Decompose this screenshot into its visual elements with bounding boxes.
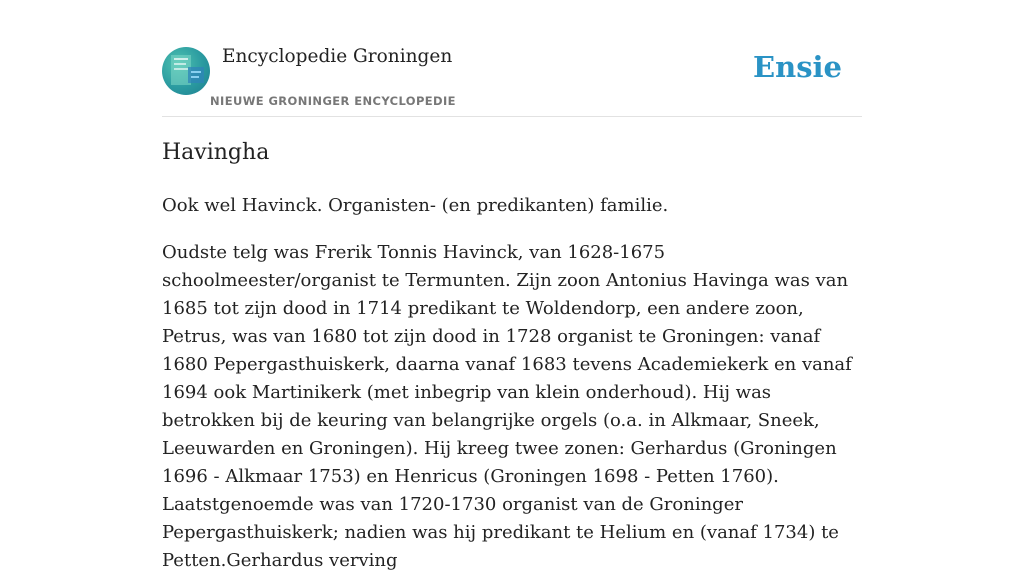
article-title: Havingha bbox=[162, 140, 270, 165]
page-container bbox=[162, 0, 862, 571]
site-title[interactable]: Encyclopedie Groningen bbox=[222, 46, 453, 67]
article-paragraph-body: Oudste telg was Frerik Tonnis Havinck, van 1628-1675 schoolmeester/organist te Termunten. Zijn zoon Antonius Havinga was van 1685 tot zijn dood in 1714 predikant te Woldendorp, een andere zoon, Petrus, was van 1680 tot zijn dood in 1728 organist te Groningen: vanaf 1680 Pepergasthuiskerk, daarna vanaf 1683 tevens Academiekerk en vanaf 1694 ook Martinikerk (met inbegrip van klein onderhoud). Hij was betrokken bij de keuring van belangrijke orgels (o.a. in Alkmaar, Sneek, Leeuwarden en Groningen). Hij kreeg twee zonen: Gerhardus (Groningen 1696 - Alkmaar 1753) en Henricus (Groningen 1698 - Petten 1760). Laatstgenoemde was van 1720-1730 organist van de Groninger Pepergasthuiskerk; nadien was hij predikant te Helium en (vanaf 1734) te Petten.Gerhardus verving bbox=[162, 242, 852, 571]
article-paragraph-intro: Ook wel Havinck. Organisten- (en predikanten) familie. bbox=[162, 195, 669, 216]
encyclopedia-book-logo-icon[interactable] bbox=[162, 47, 210, 95]
site-header bbox=[162, 0, 862, 117]
site-subtitle: NIEUWE GRONINGER ENCYCLOPEDIE bbox=[210, 94, 456, 108]
brand-logo[interactable]: Ensie bbox=[753, 50, 842, 84]
